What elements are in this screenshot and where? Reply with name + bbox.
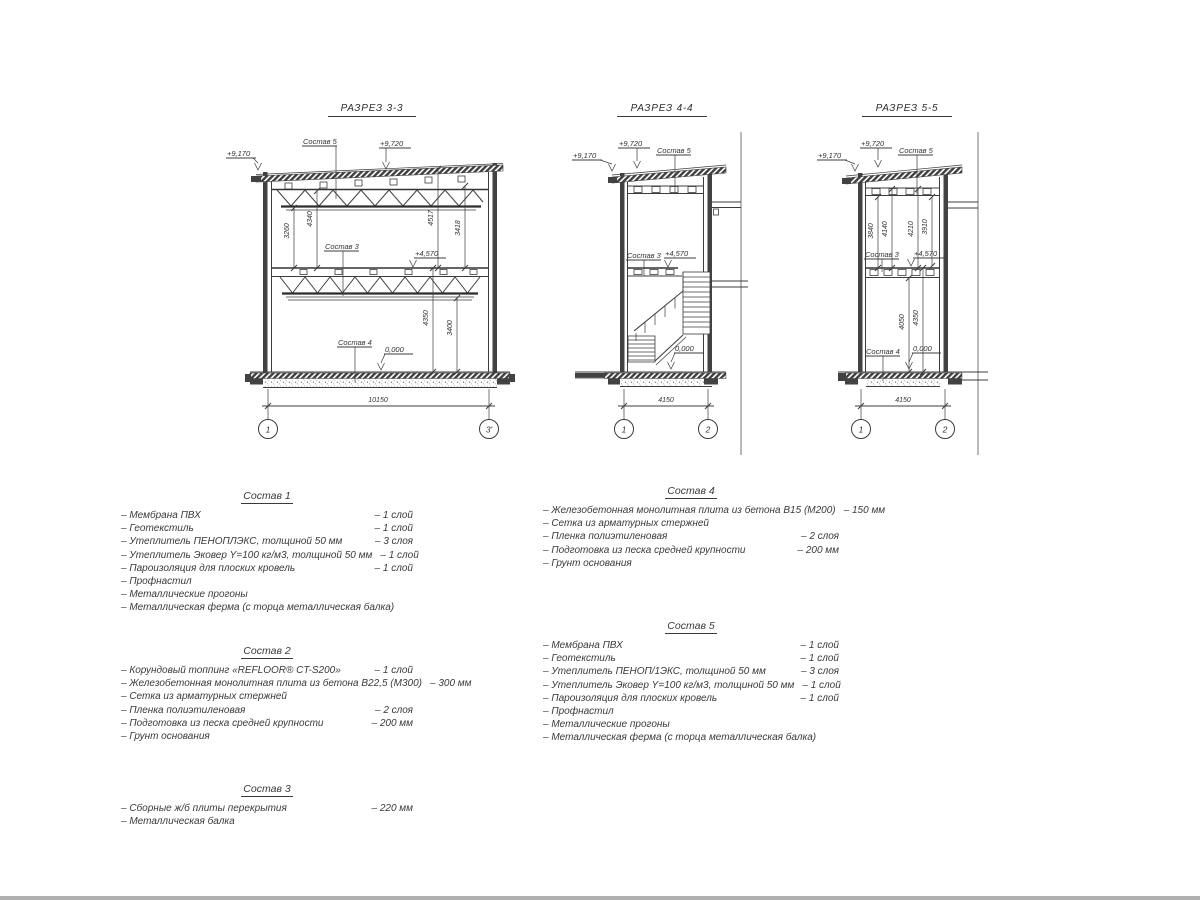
dim-3260: 3260: [284, 223, 291, 239]
composition-item-text: – Пленка полиэтиленовая: [543, 531, 668, 543]
composition-item-text: – Металлические прогоны: [121, 589, 248, 601]
composition-3-title: Состав 3: [243, 783, 291, 795]
axis-left-label: 1: [621, 424, 627, 435]
section-4-4-title: РАЗРЕЗ 4-4: [617, 103, 707, 117]
elevation-zero-label: 0,000: [913, 344, 932, 353]
composition-item-text: – Пленка полиэтиленовая: [121, 704, 246, 716]
composition-row: [121, 677, 472, 690]
note-mid-label: Состав 3: [865, 250, 899, 259]
section-3-3-drawing: [215, 100, 520, 455]
composition-item-value: – 3 слоя: [374, 536, 413, 548]
composition-item-value: – 2 слоя: [800, 531, 839, 543]
composition-5-title: Состав 5: [667, 620, 715, 632]
composition-item-text: – Подготовка из песка средней крупности: [543, 544, 746, 556]
section-5-5-drawing: [805, 100, 1000, 460]
bottom-dimension: [259, 389, 499, 439]
composition-item-value: – 200 мм: [797, 544, 839, 556]
composition-2-items: [121, 664, 472, 743]
composition-item-value: – 200 мм: [371, 717, 413, 729]
composition-item-text: – Подготовка из песка средней крупности: [121, 717, 324, 729]
composition-row: [543, 639, 839, 652]
elevation-mid-label: +4,570: [665, 249, 689, 258]
dim-3418: 3418: [455, 220, 462, 236]
ground-slab: [575, 372, 726, 387]
composition-item-text: – Грунт основания: [121, 731, 210, 743]
elevation-roof-label: +9,720: [861, 139, 885, 148]
composition-item-text: – Металлическая балка: [121, 816, 235, 828]
composition-3: [121, 783, 413, 828]
dim-width: 4150: [895, 397, 911, 404]
dim-4517: 4517: [428, 210, 435, 226]
composition-item-text: – Пароизоляция для плоских кровель: [121, 562, 296, 574]
composition-item-value: – 2 слоя: [374, 704, 413, 716]
composition-row: [543, 504, 886, 517]
adjacent-structure: [948, 132, 988, 455]
composition-row: [121, 509, 413, 522]
ground-slab: [245, 372, 515, 388]
composition-item-text: – Геотекстиль: [121, 523, 194, 535]
composition-item-text: – Геотекстиль: [543, 653, 616, 665]
note-mid-label: Состав 3: [325, 242, 359, 251]
composition-row: [543, 718, 839, 731]
composition-item-text: – Металлические прогоны: [543, 719, 670, 731]
composition-row: [121, 575, 413, 588]
elevation-roof-label: +9,720: [380, 139, 404, 148]
composition-row: [543, 557, 839, 570]
composition-row: [543, 665, 839, 678]
composition-item-text: – Металлическая ферма (с торца металлическая балка): [543, 732, 817, 744]
dim-4350: 4350: [913, 310, 920, 326]
composition-item-value: – 150 мм: [843, 505, 886, 516]
composition-2: [121, 645, 472, 743]
composition-item-text: – Утеплитель ПЕНОПЛЭКС, толщиной 50 мм: [121, 536, 343, 548]
composition-row: [543, 692, 839, 705]
composition-row: [543, 517, 839, 530]
composition-row: [121, 664, 413, 677]
composition-item-text: – Пароизоляция для плоских кровель: [543, 692, 718, 704]
elevation-eave-label: +9,170: [227, 149, 251, 158]
composition-item-value: – 1 слой: [800, 692, 839, 704]
composition-1-title: Состав 1: [243, 490, 291, 502]
composition-item-value: – 1 слой: [800, 640, 839, 651]
composition-row: [121, 562, 413, 575]
elevation-roof-label: +9,720: [619, 139, 643, 148]
composition-4-title: Состав 4: [667, 485, 715, 497]
composition-3-items: [121, 802, 413, 828]
section-5-5-title: РАЗРЕЗ 5-5: [862, 103, 952, 117]
elevation-zero-label: 0,000: [385, 345, 404, 354]
axis-left-label: 1: [265, 424, 271, 435]
composition-row: [121, 704, 413, 717]
composition-5-items: [543, 639, 839, 745]
composition-item-value: – 1 слой: [374, 562, 413, 574]
axis-right-label: 2: [705, 424, 711, 435]
note-roof-label: Состав 5: [657, 146, 691, 155]
dim-width: 10150: [368, 397, 388, 404]
note-floor-label: Состав 4: [338, 338, 372, 347]
composition-item-text: – Корундовый топпинг «REFLOOR® CT-S200»: [121, 665, 341, 676]
mid-floor-truss: [272, 268, 488, 300]
composition-row: [121, 522, 413, 535]
dim-4140: 4140: [882, 221, 889, 237]
composition-item-text: – Сетка из арматурных стержней: [543, 518, 709, 530]
composition-item-text: – Мембрана ПВХ: [543, 640, 623, 651]
ground-slab: [838, 372, 962, 387]
bottom-dimension: [852, 389, 955, 439]
composition-row: [121, 815, 413, 828]
section-3-3-title: РАЗРЕЗ 3-3: [328, 103, 416, 117]
elevation-zero-label: 0,000: [675, 344, 694, 353]
composition-item-text: – Металлическая ферма (с торца металлическая балка): [121, 602, 395, 614]
elevation-mid-label: +4,570: [415, 249, 439, 258]
composition-row: [543, 705, 839, 718]
dim-4340: 4340: [307, 211, 314, 227]
composition-item-text: – Мембрана ПВХ: [121, 510, 201, 521]
note-floor-label: Состав 4: [866, 347, 900, 356]
composition-4: [543, 485, 886, 570]
composition-row: [121, 588, 413, 601]
composition-row: [543, 652, 839, 665]
dim-3840: 3840: [868, 223, 875, 239]
composition-item-value: – 3 слоя: [800, 666, 839, 678]
composition-item-text: – Профнастил: [121, 576, 192, 588]
composition-item-text: – Сетка из арматурных стержней: [121, 691, 287, 703]
elevation-eave-label: +9,170: [818, 151, 842, 160]
dim-4210: 4210: [908, 221, 915, 237]
composition-row: [543, 530, 839, 543]
composition-row: [543, 544, 839, 557]
composition-item-text: – Железобетонная монолитная плита из бетона В15 (М200): [543, 505, 836, 516]
bottom-dimension: [615, 389, 718, 439]
window-bottom-edge: [0, 896, 1200, 900]
composition-row: [543, 731, 839, 744]
composition-item-value: – 1 слой: [802, 679, 841, 691]
note-roof-label: Состав 5: [899, 146, 933, 155]
composition-item-value: – 1 слой: [374, 665, 413, 676]
elevation-mid-label: +4,570: [914, 249, 938, 258]
composition-row: [121, 802, 413, 815]
dim-3400: 3400: [447, 320, 454, 336]
composition-row: [121, 730, 413, 743]
composition-item-value: – 220 мм: [371, 803, 413, 814]
composition-row: [121, 549, 419, 562]
composition-row: [543, 679, 839, 692]
walls: [263, 163, 497, 375]
composition-item-value: – 1 слой: [374, 523, 413, 535]
composition-item-text: – Утеплитель ПЕНОП/1ЭКС, толщиной 50 мм: [543, 666, 766, 678]
roof-truss: [272, 176, 488, 210]
note-mid-label: Состав 3: [627, 251, 661, 260]
mid-floor: [628, 268, 682, 276]
dim-4050: 4050: [899, 314, 906, 330]
composition-item-text: – Утеплитель Эковер Y=100 кг/м3, толщиной 50 мм: [543, 679, 795, 691]
composition-1-items: [121, 509, 419, 615]
composition-item-text: – Утеплитель Эковер Y=100 кг/м3, толщиной 50 мм: [121, 549, 373, 561]
composition-item-text: – Железобетонная монолитная плита из бетона В22,5 (М300): [121, 678, 422, 690]
axis-left-label: 1: [858, 424, 864, 435]
composition-item-text: – Грунт основания: [543, 557, 632, 569]
dim-4350: 4350: [423, 310, 430, 326]
composition-1: [121, 490, 419, 615]
composition-item-value: – 1 слой: [800, 653, 839, 665]
composition-row: [121, 535, 413, 548]
dim-3910: 3910: [922, 219, 929, 235]
composition-2-title: Состав 2: [243, 645, 291, 657]
section-4-4-drawing: [560, 100, 760, 460]
axis-right-label: 3': [485, 424, 493, 435]
composition-item-value: – 1 слой: [374, 510, 413, 521]
composition-row: [121, 717, 413, 730]
composition-item-text: – Профнастил: [543, 706, 614, 718]
dim-width: 4150: [658, 397, 674, 404]
composition-row: [121, 690, 413, 703]
composition-row: [121, 601, 413, 614]
adjacent-structure: [712, 132, 748, 455]
note-roof-label: Состав 5: [303, 137, 337, 146]
axis-right-label: 2: [942, 424, 948, 435]
staircase: [628, 272, 710, 365]
composition-item-value: – 1 слой: [380, 549, 419, 561]
composition-item-text: – Сборные ж/б плиты перекрытия: [121, 803, 287, 814]
composition-item-value: – 300 мм: [429, 678, 472, 690]
elevation-eave-label: +9,170: [573, 151, 597, 160]
composition-4-items: [543, 504, 886, 570]
composition-5: [543, 620, 839, 745]
